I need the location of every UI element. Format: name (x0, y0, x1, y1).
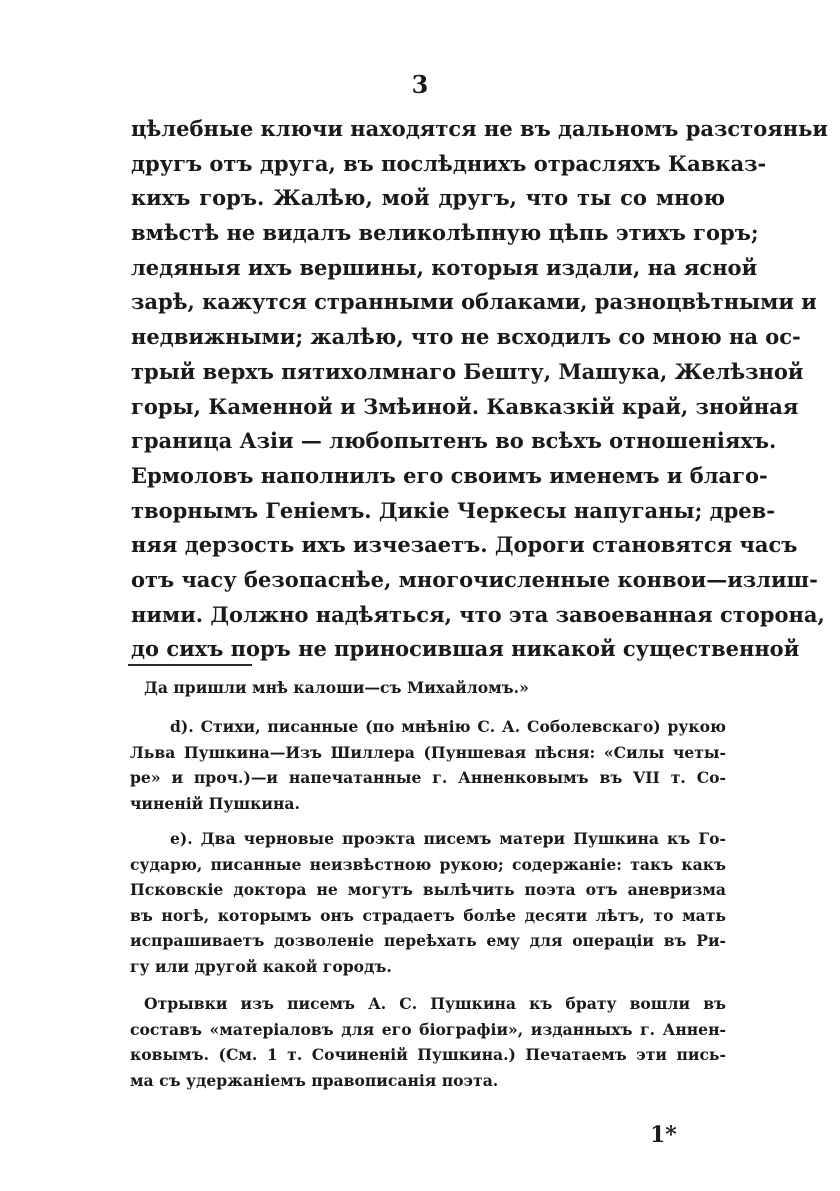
note-e-line: Псковскіе доктора не могутъ вылѣчить поэта отъ аневризма (130, 880, 726, 899)
note-e-line: испрашиваетъ дозволеніе переѣхать ему для операціи въ Ри- (130, 931, 726, 950)
closing-note-line: ма съ удержаніемъ правописанія поэта. (130, 1070, 499, 1090)
body-line: вмѣстѣ не видалъ великолѣпную цѣпь этихъ горъ; (131, 220, 759, 246)
closing-note-line: Отрывки изъ писемъ А. С. Пушкина къ брату вошли въ (144, 994, 726, 1013)
body-line: ледяныя ихъ вершины, которыя издали, на ясной (131, 254, 758, 280)
body-line: творнымъ Геніемъ. Дикіе Черкесы напуганы; древ- (131, 497, 775, 523)
footnote-continuation (130, 675, 726, 701)
body-line: отъ часу безопаснѣе, многочисленные конвои—излиш- (131, 566, 818, 592)
note-e-line: е). Два черновые проэкта писемъ матери Пушкина къ Го- (170, 829, 726, 848)
printer-signature-mark: 1* (650, 1122, 677, 1148)
page-number: 3 (411, 70, 429, 99)
note-d-line: d). Стихи, писанные (по мнѣнію С. А. Соболевскаго) рукою (170, 717, 726, 736)
footnote-line: Да пришли мнѣ калоши—съ Михайломъ.» (144, 678, 529, 697)
note-e-line: сударю, писанные неизвѣстною рукою; содержаніе: такъ какъ (130, 854, 726, 874)
body-line: Ермоловъ наполнилъ его своимъ именемъ и благо- (131, 462, 768, 488)
body-line: кихъ горъ. Жалѣю, мой другъ, что ты со мною (131, 185, 725, 211)
note-e-line: гу или другой какой городъ. (130, 956, 392, 976)
body-line: граница Азіи — любопытенъ во всѣхъ отношеніяхъ. (131, 428, 777, 454)
body-line: трый верхъ пятихолмнаго Бешту, Машука, Желѣзной (131, 358, 804, 384)
main-body-text (131, 112, 828, 667)
closing-note-line: составъ «матеріаловъ для его біографіи», изданныхъ г. Аннен- (130, 1019, 726, 1039)
body-line: ними. Должно надѣяться, что эта завоеванная сторона, (131, 601, 825, 627)
body-line: недвижными; жалѣю, что не всходилъ со мною на ос- (131, 324, 801, 350)
note-d (130, 714, 726, 816)
note-e (130, 826, 726, 979)
closing-note-line: ковымъ. (См. 1 т. Сочиненій Пушкина.) Печатаемъ эти пись- (130, 1045, 726, 1064)
closing-note (130, 991, 726, 1093)
body-line: цѣлебные ключи находятся не въ дальномъ разстояньи (131, 116, 828, 141)
body-line: до сихъ поръ не приносившая никакой существенной (131, 636, 800, 662)
body-line: зарѣ, кажутся странными облаками, разноцвѣтными и (131, 289, 817, 315)
footnote-divider (128, 664, 252, 666)
body-line: другъ отъ друга, въ послѣднихъ отрасляхъ Кавказ- (131, 150, 767, 176)
note-d-line: Льва Пушкина—Изъ Шиллера (Пуншевая пѣсня: «Силы четы- (130, 742, 726, 762)
note-d-line: чиненій Пушкина. (130, 793, 300, 813)
body-line: горы, Каменной и Змѣиной. Кавказкій край, знойная (131, 393, 799, 419)
note-d-line: ре» и проч.)—и напечатанные г. Анненковымъ въ VII т. Со- (130, 768, 726, 787)
note-e-line: въ ногѣ, которымъ онъ страдаетъ болѣе десяти лѣтъ, то мать (130, 905, 726, 925)
body-line: няя дерзость ихъ изчезаетъ. Дороги становятся часъ (131, 532, 798, 558)
